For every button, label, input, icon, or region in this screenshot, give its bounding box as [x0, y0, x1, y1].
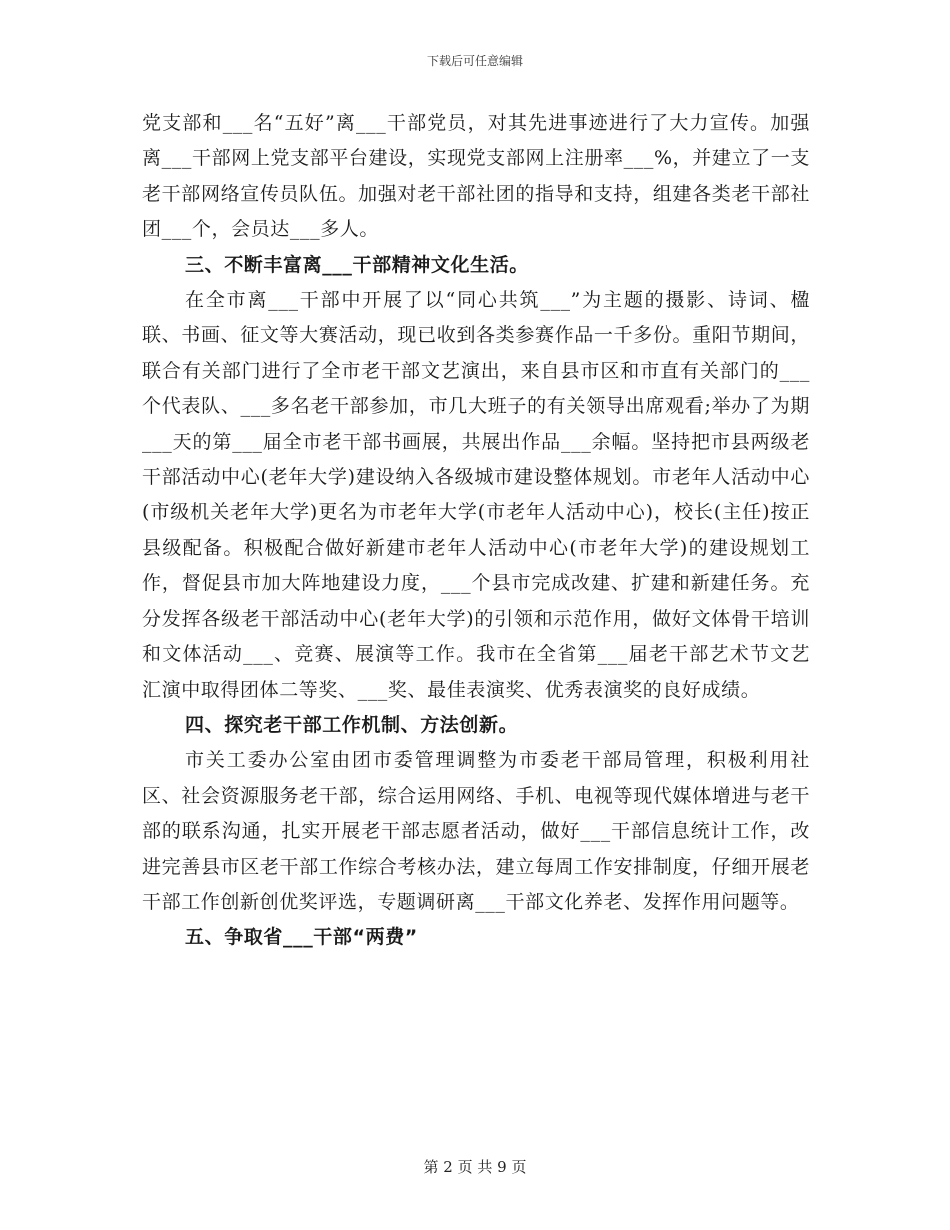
- paragraph-continuation: 党支部和___名“五好”离___干部党员，对其先进事迹进行了大力宣传。加强离___干部网上党支部平台建设，实现党支部网上注册率___%，并建立了一支老干部网络宣传员队伍。加强对老干部社团的指导和支持，组建各类老干部社团___个，会员达___多人。: [142, 112, 810, 241]
- section-heading-3: 三、不断丰富离___干部精神文化生活。: [185, 253, 529, 276]
- paragraph-culture-life: 在全市离___干部中开展了以“同心共筑___”为主题的摄影、诗词、楹联、书画、征文等大赛活动，现已收到各类参赛作品一千多份。重阳节期间，联合有关部门进行了全市老干部文艺演出，来自县市区和市直有关部门的___个代表队、___多名老干部参加，市几大班子的有关领导出席观看;举办了为期___天的第___届全市老干部书画展，共展出作品___余幅。坚持把市县两级老干部活动中心(老年大学)建设纳入各级城市建设整体规划。市老年人活动中心(市级机关老年大学)更名为市老年大学(市老年人活动中心)，校长(主任)按正县级配备。积极配合做好新建市老年人活动中心(市老年大学)的建设规划工作，督促县市加大阵地建设力度，___个县市完成改建、扩建和新建任务。充分发挥各级老干部活动中心(老年大学)的引领和示范作用，做好文体骨干培训和文体活动___、竞赛、展演等工作。我市在全省第___届老干部艺术节文艺汇演中取得团体二等奖、___奖、最佳表演奖、优秀表演奖的良好成绩。: [142, 289, 810, 701]
- section-heading-4: 四、探究老干部工作机制、方法创新。: [185, 713, 519, 736]
- document-body: [142, 106, 810, 956]
- section-heading-5: 五、争取省___干部“两费”: [185, 926, 418, 949]
- page-header: 下载后可任意编辑: [426, 54, 523, 68]
- page-number: 第 2 页 共 9 页: [423, 1158, 527, 1176]
- paragraph-mechanism-innovation: 市关工委办公室由团市委管理调整为市委老干部局管理，积极利用社区、社会资源服务老干部，综合运用网络、手机、电视等现代媒体增进与老干部的联系沟通，扎实开展老干部志愿者活动，做好___干部信息统计工作，改进完善县市区老干部工作综合考核办法，建立每周工作安排制度，仔细开展老干部工作创新创优奖评选，专题调研离___干部文化养老、发挥作用问题等。: [142, 749, 810, 913]
